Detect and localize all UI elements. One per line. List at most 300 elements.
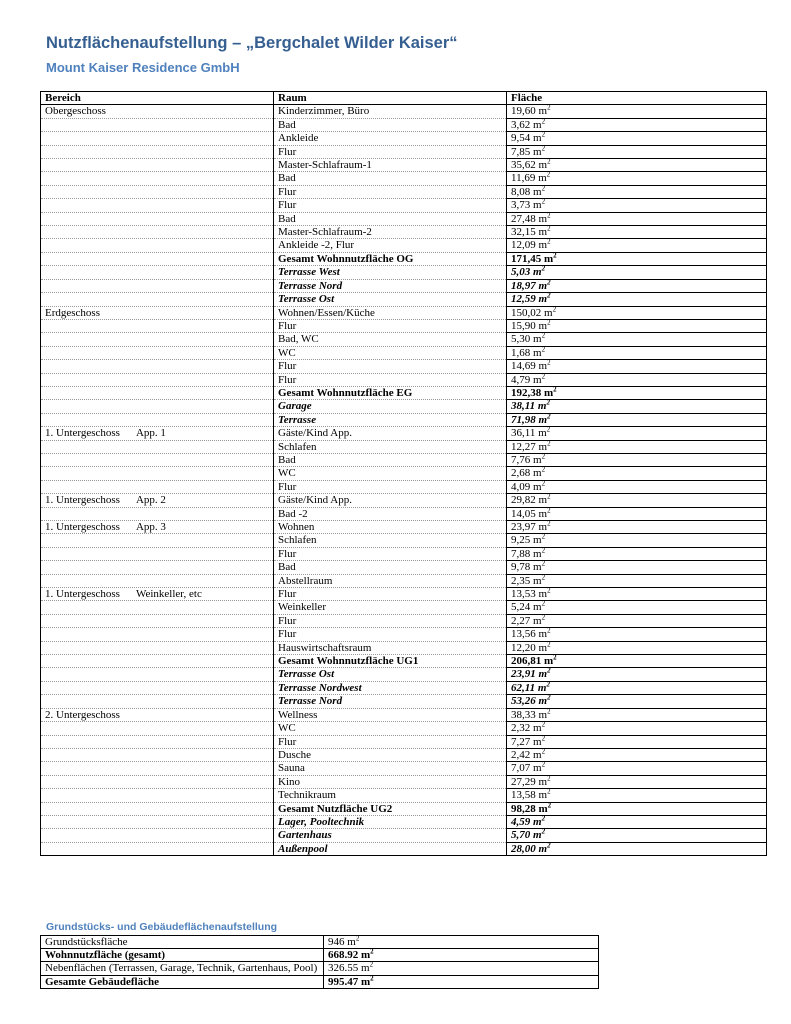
flaeche-value: 15,90 m bbox=[511, 319, 548, 332]
raum-label: Bad bbox=[278, 212, 296, 225]
flaeche-value: 14,05 m bbox=[511, 507, 548, 520]
table-row bbox=[41, 668, 767, 681]
summary-label: Gesamte Gebäudefläche bbox=[41, 975, 324, 988]
cell-bereich bbox=[41, 735, 274, 748]
cell-raum bbox=[274, 172, 507, 185]
cell-flaeche bbox=[507, 319, 767, 332]
cell-bereich bbox=[41, 775, 274, 788]
cell-bereich bbox=[41, 480, 274, 493]
cell-bereich bbox=[41, 708, 274, 721]
cell-raum bbox=[274, 239, 507, 252]
cell-flaeche bbox=[507, 735, 767, 748]
cell-raum bbox=[274, 360, 507, 373]
unit-exponent: 2 bbox=[547, 707, 551, 716]
summary-heading: Grundstücks- und Gebäudeflächenaufstellung bbox=[46, 921, 278, 933]
table-row bbox=[41, 226, 767, 239]
cell-raum bbox=[274, 467, 507, 480]
raum-label: Lager, Pooltechnik bbox=[278, 815, 365, 828]
raum-label: Weinkeller bbox=[278, 601, 326, 614]
raum-label: Gesamt Wohnnutzfläche OG bbox=[278, 252, 414, 265]
cell-flaeche bbox=[507, 775, 767, 788]
raum-label: Flur bbox=[278, 628, 297, 641]
area-table bbox=[40, 91, 767, 856]
flaeche-value: 2,35 m bbox=[511, 574, 542, 587]
cell-raum bbox=[274, 722, 507, 735]
cell-raum bbox=[274, 789, 507, 802]
cell-raum bbox=[274, 333, 507, 346]
table-row bbox=[41, 306, 767, 319]
raum-label: Flur bbox=[278, 319, 297, 332]
cell-bereich bbox=[41, 574, 274, 587]
unit-exponent: 2 bbox=[547, 224, 551, 233]
cell-raum bbox=[274, 480, 507, 493]
table-row bbox=[41, 118, 767, 131]
cell-bereich bbox=[41, 802, 274, 815]
table-row bbox=[41, 588, 767, 601]
unit-exponent: 2 bbox=[541, 814, 546, 823]
unit-exponent: 2 bbox=[547, 492, 551, 501]
unit-exponent: 2 bbox=[547, 841, 551, 850]
unit-exponent: 2 bbox=[541, 143, 546, 152]
flaeche-value: 27,29 m bbox=[511, 775, 548, 788]
cell-raum bbox=[274, 319, 507, 332]
unit-exponent: 2 bbox=[547, 438, 551, 447]
summary-row bbox=[41, 936, 599, 949]
cell-raum bbox=[274, 534, 507, 547]
unit-exponent: 2 bbox=[541, 345, 546, 354]
flaeche-value: 7,88 m bbox=[511, 547, 542, 560]
cell-bereich bbox=[41, 172, 274, 185]
raum-label: Bad -2 bbox=[278, 507, 308, 520]
cell-raum bbox=[274, 762, 507, 775]
cell-raum bbox=[274, 748, 507, 761]
flaeche-value: 7,27 m bbox=[511, 735, 542, 748]
cell-flaeche bbox=[507, 588, 767, 601]
cell-bereich bbox=[41, 413, 274, 426]
summary-row bbox=[41, 949, 599, 962]
bereich-label: Erdgeschoss bbox=[45, 306, 100, 319]
cell-bereich bbox=[41, 829, 274, 842]
cell-bereich bbox=[41, 118, 274, 131]
area-table-body bbox=[41, 105, 767, 856]
cell-bereich bbox=[41, 789, 274, 802]
cell-flaeche bbox=[507, 561, 767, 574]
unit-exponent: 2 bbox=[553, 251, 557, 260]
cell-bereich bbox=[41, 467, 274, 480]
cell-flaeche bbox=[507, 507, 767, 520]
unit-exponent: 2 bbox=[541, 720, 546, 729]
table-row bbox=[41, 655, 767, 668]
raum-label: Bad bbox=[278, 118, 296, 131]
cell-bereich bbox=[41, 266, 274, 279]
cell-flaeche bbox=[507, 279, 767, 292]
cell-bereich bbox=[41, 400, 274, 413]
flaeche-value: 12,27 m bbox=[511, 440, 548, 453]
cell-flaeche bbox=[507, 199, 767, 212]
unit-exponent: 2 bbox=[541, 117, 546, 126]
table-row bbox=[41, 681, 767, 694]
flaeche-value: 171,45 m bbox=[511, 252, 554, 265]
raum-label: Schlafen bbox=[278, 534, 317, 547]
flaeche-value: 23,97 m bbox=[511, 521, 548, 533]
unit-exponent: 2 bbox=[547, 800, 552, 809]
table-row bbox=[41, 266, 767, 279]
bereich-label: Obergeschoss bbox=[45, 105, 106, 118]
raum-label: Terrasse Nord bbox=[278, 695, 343, 708]
raum-label: Master-Schlafraum-1 bbox=[278, 159, 372, 172]
unit-exponent: 2 bbox=[547, 586, 551, 595]
table-row bbox=[41, 440, 767, 453]
cell-raum bbox=[274, 145, 507, 158]
unit-exponent: 2 bbox=[541, 264, 546, 273]
cell-bereich bbox=[41, 601, 274, 614]
raum-label: Flur bbox=[278, 588, 297, 601]
unit-exponent: 2 bbox=[541, 559, 546, 568]
cell-bereich bbox=[41, 547, 274, 560]
table-row bbox=[41, 695, 767, 708]
cell-bereich bbox=[41, 199, 274, 212]
flaeche-value: 1,68 m bbox=[511, 346, 542, 359]
bereich-label: 1. Untergeschoss bbox=[45, 521, 120, 533]
cell-raum bbox=[274, 293, 507, 306]
cell-bereich bbox=[41, 132, 274, 145]
flaeche-value: 9,25 m bbox=[511, 534, 542, 547]
raum-label: Sauna bbox=[278, 762, 305, 775]
cell-raum bbox=[274, 695, 507, 708]
table-row bbox=[41, 547, 767, 560]
unit-exponent: 2 bbox=[547, 291, 551, 300]
cell-flaeche bbox=[507, 427, 767, 440]
raum-label: Terrasse bbox=[278, 413, 317, 426]
raum-label: Gäste/Kind App. bbox=[278, 427, 352, 440]
cell-bereich bbox=[41, 507, 274, 520]
cell-bereich bbox=[41, 534, 274, 547]
raum-label: Schlafen bbox=[278, 440, 317, 453]
unit-exponent: 2 bbox=[541, 465, 546, 474]
flaeche-value: 13,53 m bbox=[511, 588, 548, 601]
apartment-label: App. 2 bbox=[135, 494, 166, 507]
unit-exponent: 2 bbox=[553, 385, 557, 394]
cell-raum bbox=[274, 815, 507, 828]
table-row bbox=[41, 319, 767, 332]
raum-label: Bad bbox=[278, 172, 296, 185]
cell-bereich bbox=[41, 842, 274, 855]
raum-label: Gesamt Wohnnutzfläche UG1 bbox=[278, 655, 419, 668]
flaeche-value: 7,07 m bbox=[511, 762, 542, 775]
cell-raum bbox=[274, 185, 507, 198]
raum-label: Flur bbox=[278, 373, 297, 386]
unit-exponent: 2 bbox=[541, 747, 546, 756]
flaeche-value: 12,09 m bbox=[511, 239, 548, 252]
cell-flaeche bbox=[507, 360, 767, 373]
table-row bbox=[41, 494, 767, 507]
summary-value-cell bbox=[324, 962, 599, 975]
flaeche-value: 150,02 m bbox=[511, 306, 553, 319]
cell-flaeche bbox=[507, 762, 767, 775]
cell-raum bbox=[274, 346, 507, 359]
cell-bereich bbox=[41, 722, 274, 735]
unit-exponent: 2 bbox=[541, 452, 546, 461]
flaeche-value: 32,15 m bbox=[511, 226, 548, 239]
raum-label: Außenpool bbox=[278, 842, 328, 855]
unit-exponent: 2 bbox=[547, 626, 551, 635]
table-row bbox=[41, 574, 767, 587]
cell-raum bbox=[274, 413, 507, 426]
cell-bereich bbox=[41, 453, 274, 466]
raum-label: Gäste/Kind App. bbox=[278, 494, 352, 507]
summary-row bbox=[41, 975, 599, 988]
table-row bbox=[41, 561, 767, 574]
cell-flaeche bbox=[507, 145, 767, 158]
cell-bereich bbox=[41, 561, 274, 574]
cell-raum bbox=[274, 494, 507, 507]
table-row bbox=[41, 252, 767, 265]
cell-bereich bbox=[41, 333, 274, 346]
column-header-raum: Raum bbox=[274, 92, 507, 105]
cell-flaeche bbox=[507, 789, 767, 802]
cell-flaeche bbox=[507, 159, 767, 172]
cell-bereich bbox=[41, 373, 274, 386]
apartment-label: Weinkeller, etc bbox=[135, 588, 202, 601]
raum-label: Flur bbox=[278, 360, 297, 373]
cell-bereich bbox=[41, 695, 274, 708]
table-row bbox=[41, 842, 767, 855]
cell-raum bbox=[274, 252, 507, 265]
raum-label: Abstellraum bbox=[278, 574, 333, 587]
table-row bbox=[41, 159, 767, 172]
cell-bereich bbox=[41, 306, 274, 319]
summary-value-cell bbox=[324, 936, 599, 949]
cell-flaeche bbox=[507, 695, 767, 708]
unit-exponent: 2 bbox=[547, 211, 551, 219]
unit-exponent: 2 bbox=[541, 760, 546, 769]
apartment-label: App. 1 bbox=[135, 427, 166, 440]
raum-label: WC bbox=[278, 467, 296, 480]
unit-exponent: 2 bbox=[547, 358, 551, 367]
flaeche-value: 2,27 m bbox=[511, 614, 542, 627]
flaeche-value: 2,42 m bbox=[511, 748, 542, 761]
summary-value: 946 m bbox=[328, 936, 356, 948]
cell-bereich bbox=[41, 386, 274, 399]
cell-raum bbox=[274, 641, 507, 654]
cell-raum bbox=[274, 212, 507, 225]
raum-label: Ankleide bbox=[278, 132, 319, 145]
table-row bbox=[41, 521, 767, 534]
flaeche-value: 14,69 m bbox=[511, 360, 548, 373]
cell-raum bbox=[274, 521, 507, 534]
table-row bbox=[41, 413, 767, 426]
cell-bereich bbox=[41, 668, 274, 681]
cell-flaeche bbox=[507, 467, 767, 480]
raum-label: Terrasse Nord bbox=[278, 279, 343, 292]
cell-bereich bbox=[41, 614, 274, 627]
unit-exponent: 2 bbox=[547, 237, 551, 246]
flaeche-value: 19,60 m bbox=[511, 105, 548, 118]
cell-raum bbox=[274, 547, 507, 560]
summary-table-body bbox=[41, 936, 599, 989]
cell-flaeche bbox=[507, 655, 767, 668]
cell-bereich bbox=[41, 427, 274, 440]
cell-bereich bbox=[41, 346, 274, 359]
document-title: Nutzflächenaufstellung – „Bergchalet Wilder Kaiser“ bbox=[46, 34, 458, 52]
cell-flaeche bbox=[507, 534, 767, 547]
flaeche-value: 29,82 m bbox=[511, 494, 548, 507]
flaeche-value: 12,20 m bbox=[511, 641, 548, 654]
raum-label: Flur bbox=[278, 145, 297, 158]
flaeche-value: 206,81 m bbox=[511, 655, 554, 668]
cell-raum bbox=[274, 373, 507, 386]
cell-bereich bbox=[41, 521, 274, 534]
cell-flaeche bbox=[507, 266, 767, 279]
table-row bbox=[41, 641, 767, 654]
cell-flaeche bbox=[507, 185, 767, 198]
table-row bbox=[41, 614, 767, 627]
summary-value-cell bbox=[324, 975, 599, 988]
cell-flaeche bbox=[507, 829, 767, 842]
flaeche-value: 9,78 m bbox=[511, 561, 542, 574]
raum-label: Gartenhaus bbox=[278, 829, 332, 842]
table-row bbox=[41, 386, 767, 399]
flaeche-value: 5,03 m bbox=[511, 266, 542, 279]
flaeche-value: 12,59 m bbox=[511, 293, 548, 306]
unit-exponent: 2 bbox=[546, 680, 550, 689]
unit-exponent: 2 bbox=[541, 130, 546, 139]
cell-bereich bbox=[41, 748, 274, 761]
cell-bereich bbox=[41, 252, 274, 265]
unit-exponent: 2 bbox=[541, 572, 546, 581]
unit-exponent: 2 bbox=[547, 412, 551, 421]
cell-flaeche bbox=[507, 628, 767, 641]
table-row bbox=[41, 467, 767, 480]
cell-flaeche bbox=[507, 802, 767, 815]
table-row bbox=[41, 132, 767, 145]
flaeche-value: 38,33 m bbox=[511, 708, 548, 721]
cell-flaeche bbox=[507, 494, 767, 507]
raum-label: Kino bbox=[278, 775, 300, 788]
cell-flaeche bbox=[507, 480, 767, 493]
unit-exponent: 2 bbox=[370, 947, 374, 956]
cell-flaeche bbox=[507, 239, 767, 252]
raum-label: Gesamt Nutzfläche UG2 bbox=[278, 802, 393, 815]
raum-label: Flur bbox=[278, 614, 297, 627]
summary-value-cell bbox=[324, 949, 599, 962]
unit-exponent: 2 bbox=[369, 960, 374, 969]
cell-raum bbox=[274, 655, 507, 668]
unit-exponent: 2 bbox=[547, 640, 551, 648]
bereich-label: 2. Untergeschoss bbox=[45, 708, 120, 721]
unit-exponent: 2 bbox=[552, 304, 557, 313]
cell-flaeche bbox=[507, 346, 767, 359]
raum-label: Bad bbox=[278, 561, 296, 574]
raum-label: Master-Schlafraum-2 bbox=[278, 226, 372, 239]
cell-raum bbox=[274, 453, 507, 466]
unit-exponent: 2 bbox=[541, 197, 546, 206]
raum-label: Technikraum bbox=[278, 789, 336, 802]
cell-bereich bbox=[41, 360, 274, 373]
cell-flaeche bbox=[507, 105, 767, 118]
unit-exponent: 2 bbox=[546, 170, 551, 179]
cell-bereich bbox=[41, 641, 274, 654]
cell-bereich bbox=[41, 815, 274, 828]
cell-bereich bbox=[41, 293, 274, 306]
summary-value: 668.92 m bbox=[328, 949, 371, 962]
table-row bbox=[41, 239, 767, 252]
raum-label: Bad bbox=[278, 453, 296, 466]
flaeche-value: 2,32 m bbox=[511, 722, 542, 735]
cell-flaeche bbox=[507, 521, 767, 534]
cell-raum bbox=[274, 306, 507, 319]
cell-flaeche bbox=[507, 400, 767, 413]
unit-exponent: 2 bbox=[547, 157, 551, 166]
cell-flaeche bbox=[507, 226, 767, 239]
cell-flaeche bbox=[507, 842, 767, 855]
flaeche-value: 3,73 m bbox=[511, 199, 542, 212]
flaeche-value: 5,30 m bbox=[511, 333, 542, 346]
table-row bbox=[41, 735, 767, 748]
cell-raum bbox=[274, 400, 507, 413]
table-row bbox=[41, 293, 767, 306]
unit-exponent: 2 bbox=[541, 331, 546, 340]
cell-raum bbox=[274, 574, 507, 587]
summary-label: Nebenflächen (Terrassen, Garage, Technik, Gartenhaus, Pool) bbox=[41, 962, 324, 975]
cell-raum bbox=[274, 561, 507, 574]
cell-flaeche bbox=[507, 681, 767, 694]
cell-flaeche bbox=[507, 641, 767, 654]
cell-bereich bbox=[41, 226, 274, 239]
raum-label: Bad, WC bbox=[278, 333, 319, 346]
raum-label: WC bbox=[278, 722, 296, 735]
cell-bereich bbox=[41, 762, 274, 775]
cell-raum bbox=[274, 199, 507, 212]
column-header-flaeche: Fläche bbox=[507, 92, 767, 105]
cell-flaeche bbox=[507, 815, 767, 828]
flaeche-value: 8,08 m bbox=[511, 185, 542, 198]
cell-bereich bbox=[41, 279, 274, 292]
cell-flaeche bbox=[507, 708, 767, 721]
cell-raum bbox=[274, 735, 507, 748]
cell-bereich bbox=[41, 105, 274, 118]
cell-bereich bbox=[41, 319, 274, 332]
cell-raum bbox=[274, 842, 507, 855]
flaeche-value: 62,11 m bbox=[511, 681, 547, 694]
unit-exponent: 2 bbox=[547, 774, 551, 783]
cell-raum bbox=[274, 440, 507, 453]
cell-raum bbox=[274, 132, 507, 145]
table-row bbox=[41, 333, 767, 346]
flaeche-value: 53,26 m bbox=[511, 695, 548, 708]
unit-exponent: 2 bbox=[547, 318, 551, 327]
unit-exponent: 2 bbox=[541, 532, 546, 541]
flaeche-value: 98,28 m bbox=[511, 802, 548, 815]
bereich-label: 1. Untergeschoss bbox=[45, 427, 120, 440]
flaeche-value: 13,56 m bbox=[511, 628, 548, 641]
raum-label: Kinderzimmer, Büro bbox=[278, 105, 370, 118]
cell-raum bbox=[274, 386, 507, 399]
raum-label: Flur bbox=[278, 735, 297, 748]
table-row bbox=[41, 601, 767, 614]
summary-value: 326.55 m bbox=[328, 962, 370, 975]
unit-exponent: 2 bbox=[370, 973, 374, 982]
table-row bbox=[41, 145, 767, 158]
cell-raum bbox=[274, 279, 507, 292]
cell-flaeche bbox=[507, 132, 767, 145]
cell-flaeche bbox=[507, 547, 767, 560]
raum-label: Wohnen/Essen/Küche bbox=[278, 306, 375, 319]
table-row bbox=[41, 105, 767, 118]
cell-raum bbox=[274, 226, 507, 239]
cell-flaeche bbox=[507, 413, 767, 426]
flaeche-value: 23,91 m bbox=[511, 668, 548, 681]
